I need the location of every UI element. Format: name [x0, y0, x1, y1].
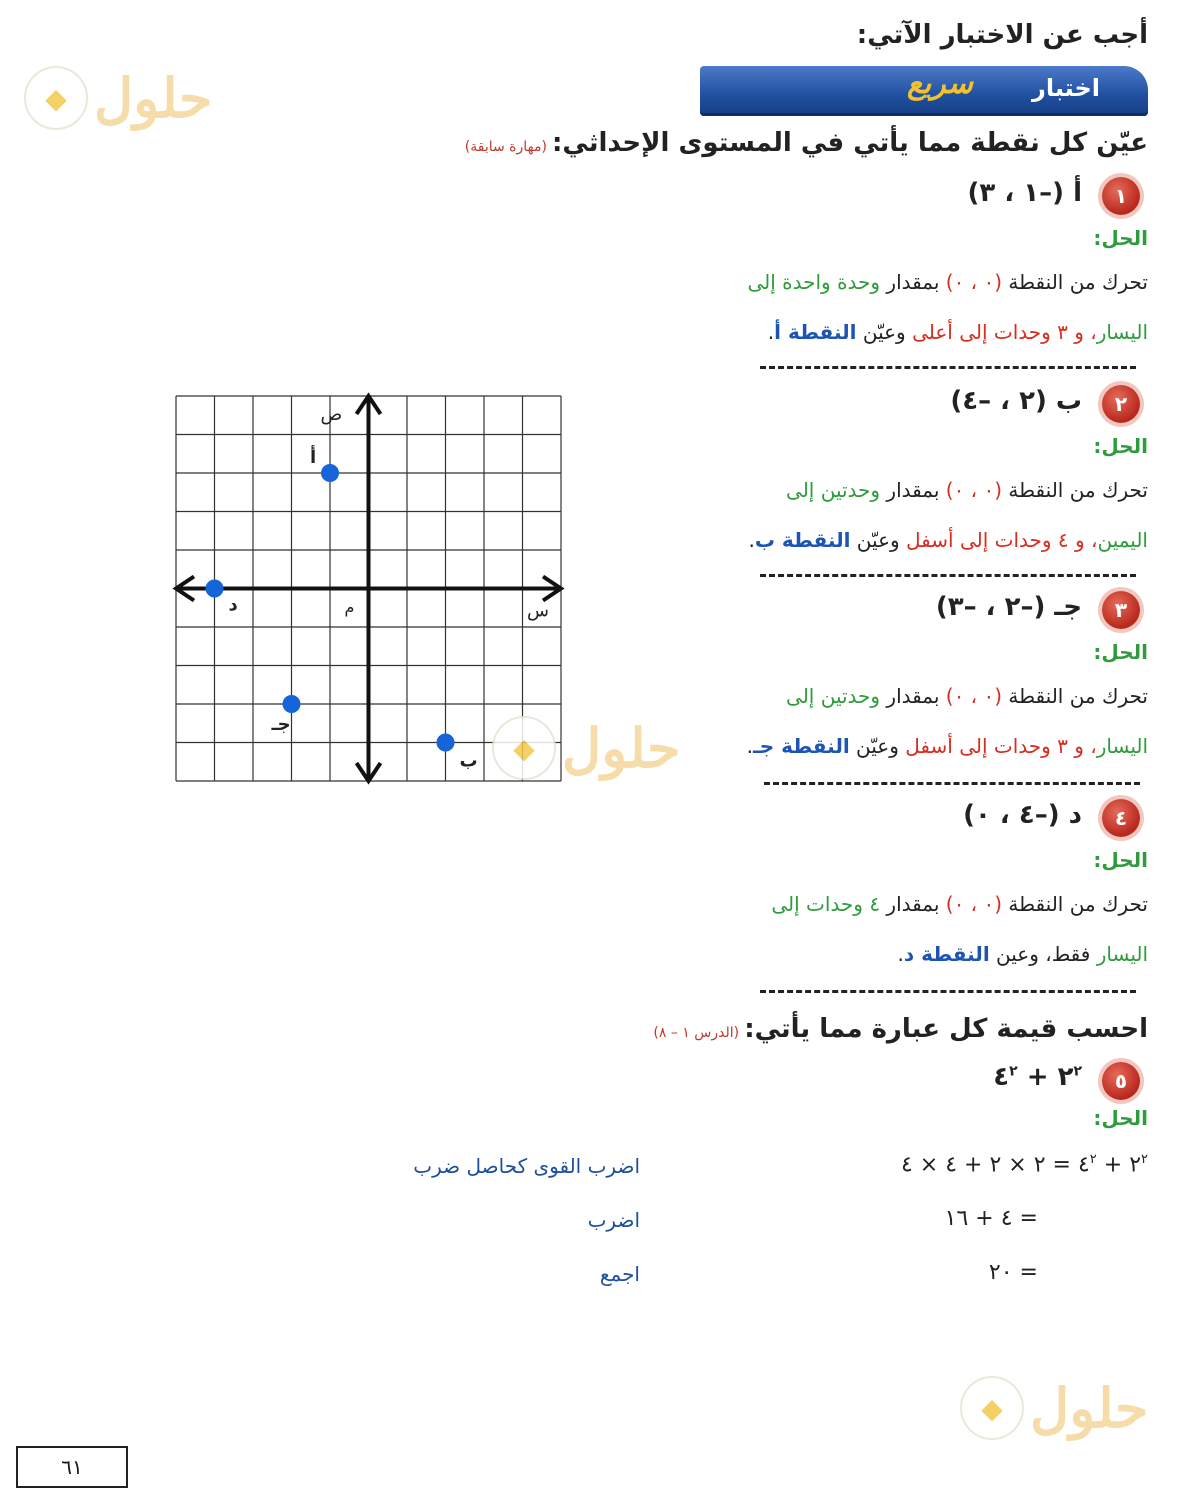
- q1-l1-a: تحرك من النقطة: [1002, 270, 1148, 294]
- q3-l2-c: ٣ وحدات إلى أسفل: [905, 734, 1068, 758]
- q4-l2-a: اليسار: [1096, 942, 1148, 966]
- solution-label-1: الحل:: [1093, 226, 1148, 250]
- question-3-text: جـ (–٢ ، –٣): [935, 592, 1082, 622]
- banner-word-quick: سريع: [906, 66, 973, 101]
- x-axis-label: س: [527, 600, 549, 622]
- banner-word-test: اختبار: [1032, 74, 1100, 102]
- q2-l2-d: وعيّن: [850, 528, 907, 552]
- q3-l2-e: النقطة جـ: [752, 734, 850, 758]
- solution-label-5: الحل:: [1093, 1106, 1148, 1130]
- plotted-points: [206, 445, 478, 772]
- q2-l2-b: ، و: [1068, 528, 1098, 552]
- point-label: د: [228, 594, 238, 616]
- book-icon: ◆: [24, 66, 88, 130]
- q4-step-line-1: [771, 892, 1148, 916]
- q2-l2-e: النقطة ب: [754, 528, 851, 552]
- point-label: أ: [310, 447, 317, 468]
- q1-step-line-2: [768, 320, 1148, 344]
- watermark-logo-middle: [492, 716, 680, 780]
- q3-step-line-1: [786, 684, 1148, 708]
- q3-l1-b: (٠ ، ٠): [945, 684, 1003, 708]
- solution-label-3: الحل:: [1093, 640, 1148, 664]
- watermark-logo-bottom: [960, 1376, 1148, 1440]
- q3-step-line-2: [747, 734, 1148, 758]
- q3-l2-b: ، و: [1067, 734, 1097, 758]
- section2-heading-row: [448, 1014, 1148, 1044]
- point-label: ب: [459, 750, 478, 772]
- q1-l1-c: بمقدار: [880, 270, 946, 294]
- section2-heading: احسب قيمة كل عبارة مما يأتي:: [744, 1014, 1148, 1044]
- q1-l1-d: وحدة واحدة إلى: [747, 270, 881, 294]
- q1-l2-b: ، و: [1067, 320, 1097, 344]
- q4-l2-b: فقط، وعين: [989, 942, 1097, 966]
- q2-step-line-1: [786, 478, 1148, 502]
- watermark-logo-top: [24, 66, 212, 130]
- q2-l2-f: .: [748, 528, 755, 552]
- q2-step-line-2: [748, 528, 1148, 552]
- step-note-3: اجمع: [599, 1262, 640, 1286]
- step-note-1: اضرب القوى كحاصل ضرب: [413, 1154, 640, 1178]
- question-2-text: ب (٢ ، –٤): [950, 386, 1082, 416]
- solution-label-4: الحل:: [1093, 848, 1148, 872]
- point-جـ: [283, 695, 301, 713]
- q2-l1-a: تحرك من النقطة: [1002, 478, 1148, 502]
- watermark-text: حلول: [562, 716, 681, 780]
- q2-l2-c: ٤ وحدات إلى أسفل: [906, 528, 1069, 552]
- question-badge-4: ٤: [1102, 799, 1140, 837]
- book-icon: ◆: [492, 716, 556, 780]
- divider-4: [760, 990, 1136, 993]
- section1-heading-row: [448, 128, 1148, 158]
- question-badge-5: ٥: [1102, 1062, 1140, 1100]
- divider-3: [764, 782, 1140, 785]
- question-4-text: د (–٤ ، ٠): [963, 800, 1082, 830]
- q2-l1-d: وحدتين إلى: [786, 478, 881, 502]
- quick-test-banner: [700, 66, 1148, 116]
- q1-l2-f: .: [767, 320, 775, 344]
- q4-step-line-2: [898, 942, 1148, 966]
- q1-l2-e: النقطة أ: [774, 320, 857, 344]
- q1-l1-b: (٠ ، ٠): [945, 270, 1003, 294]
- solution-label-2: الحل:: [1093, 434, 1148, 458]
- point-أ: [321, 464, 339, 482]
- q1-l2-d: وعيّن: [856, 320, 913, 344]
- question-badge-1: ١: [1102, 177, 1140, 215]
- instruction-text: أجب عن الاختبار الآتي:: [856, 20, 1148, 50]
- section1-heading: عيّن كل نقطة مما يأتي في المستوى الإحداثي:: [552, 128, 1148, 158]
- y-axis-label: ص: [320, 404, 343, 425]
- q3-l2-d: وعيّن: [849, 734, 906, 758]
- point-ب: [437, 734, 455, 752]
- origin-label: م: [344, 597, 355, 617]
- q2-l1-b: (٠ ، ٠): [945, 478, 1003, 502]
- step-note-2: اضرب: [587, 1208, 640, 1232]
- q3-l1-a: تحرك من النقطة: [1002, 684, 1148, 708]
- page-number: ٦١: [16, 1446, 128, 1488]
- question-badge-3: ٣: [1102, 591, 1140, 629]
- point-label: جـ: [271, 714, 291, 735]
- q1-step-line-1: [747, 270, 1148, 294]
- step-equation-2: = ٤ + ١٦: [944, 1206, 1038, 1231]
- q3-l1-d: وحدتين إلى: [786, 684, 881, 708]
- question-1-text: أ (–١ ، ٣): [967, 178, 1082, 208]
- question-badge-2: ٢: [1102, 385, 1140, 423]
- divider-2: [760, 574, 1136, 577]
- divider-1: [760, 366, 1136, 369]
- q2-l1-c: بمقدار: [880, 478, 946, 502]
- skill-note: (مهارة سابقة): [464, 139, 547, 155]
- lesson-note: (الدرس ١ – ٨): [653, 1025, 740, 1041]
- q3-l1-c: بمقدار: [880, 684, 946, 708]
- point-د: [206, 580, 224, 598]
- q2-l2-a: اليمين: [1097, 528, 1148, 552]
- q1-l2-c: ٣ وحدات إلى أعلى: [912, 320, 1068, 344]
- question-5-text: $٢^٢$ + $٤^٢$: [993, 1062, 1082, 1092]
- q4-l1-d: ٤ وحدات إلى: [771, 892, 881, 916]
- step-equation-1: $٢^٢$ + $٤^٢$ = ٢ × ٢ + ٤ × ٤: [900, 1152, 1148, 1178]
- q4-l2-e: النقطة د: [903, 942, 990, 966]
- q1-l2-a: اليسار: [1096, 320, 1148, 344]
- book-icon: ◆: [960, 1376, 1024, 1440]
- q4-l1-c: بمقدار: [880, 892, 946, 916]
- step-equation-3: = ٢٠: [988, 1260, 1038, 1285]
- q4-l1-b: (٠ ، ٠): [945, 892, 1003, 916]
- watermark-text: حلول: [1030, 1376, 1149, 1440]
- q3-l2-a: اليسار: [1096, 734, 1148, 758]
- q4-l1-a: تحرك من النقطة: [1002, 892, 1148, 916]
- q4-l2-f: .: [897, 942, 904, 966]
- q3-l2-f: .: [746, 734, 753, 758]
- watermark-text: حلول: [94, 66, 213, 130]
